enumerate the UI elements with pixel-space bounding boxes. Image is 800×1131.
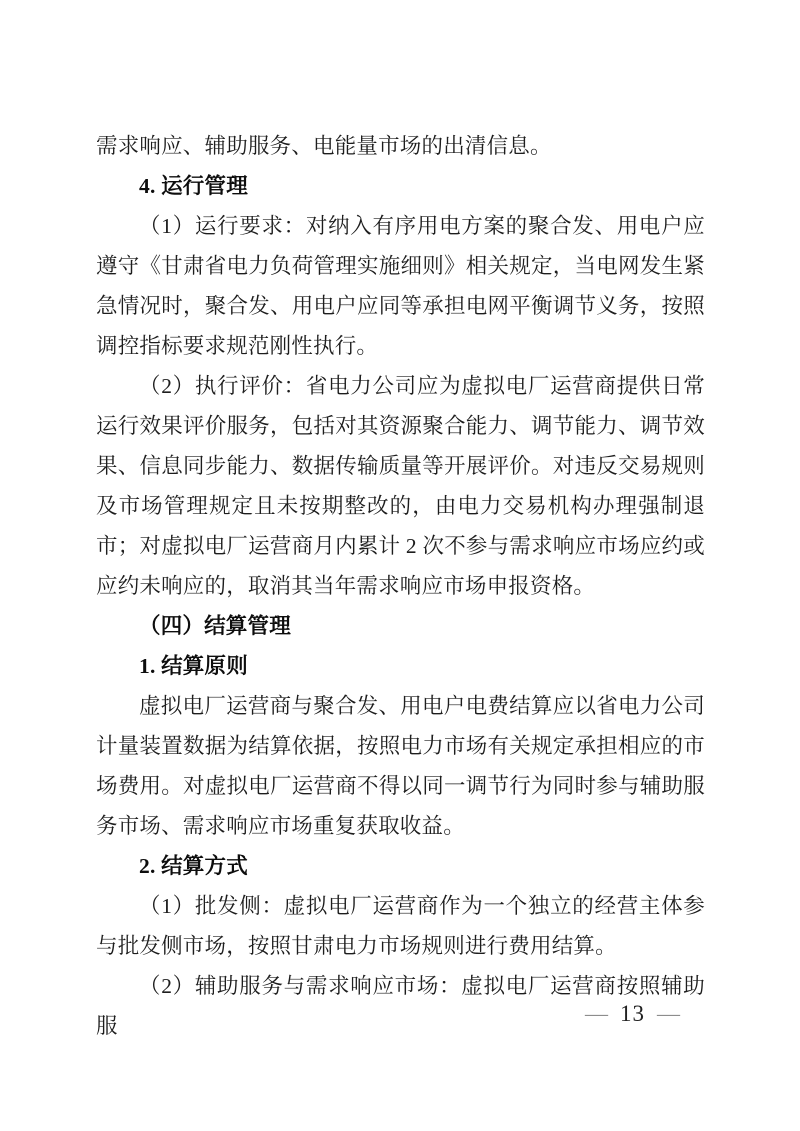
heading-operation-management: 4. 运行管理 [139, 174, 248, 198]
heading-settlement-management: （四）结算管理 [139, 614, 291, 638]
page-number: 13 [620, 1001, 645, 1026]
document-page [96, 126, 705, 1046]
page-footer [585, 1000, 680, 1028]
heading-settlement-method: 2. 结算方式 [139, 854, 248, 878]
paragraph-continuation-market-clearing-info: 需求响应、辅助服务、电能量市场的出清信息。 [96, 134, 552, 158]
paragraph-wholesale-side-settlement: （1）批发侧：虚拟电厂运营商作为一个独立的经营主体参与批发侧市场，按照甘肃电力市场规则进行费用结算。 [96, 894, 705, 958]
page-number-dash-right: — [657, 1001, 680, 1026]
heading-settlement-principle: 1. 结算原则 [139, 654, 248, 678]
paragraph-ancillary-service-demand-response: （2）辅助服务与需求响应市场：虚拟电厂运营商按照辅助服 [96, 974, 705, 1038]
paragraph-execution-evaluation: （2）执行评价：省电力公司应为虚拟电厂运营商提供日常运行效果评价服务，包括对其资源聚合能力、调节能力、调节效果、信息同步能力、数据传输质量等开展评价。对违反交易规则及市场管理规定且未按期整改的，由电力交易机构办理强制退市；对虚拟电厂运营商月内累计 2 次不参与需求响应市场应约或应约未响应的，取消其当年需求响应市场申报资格。 [96, 374, 705, 598]
paragraph-operation-requirements: （1）运行要求：对纳入有序用电方案的聚合发、用电户应遵守《甘肃省电力负荷管理实施细则》相关规定，当电网发生紧急情况时，聚合发、用电户应同等承担电网平衡调节义务，按照调控指标要求规范刚性执行。 [96, 214, 705, 358]
paragraph-settlement-principle: 虚拟电厂运营商与聚合发、用电户电费结算应以省电力公司计量装置数据为结算依据，按照电力市场有关规定承担相应的市场费用。对虚拟电厂运营商不得以同一调节行为同时参与辅助服务市场、需求响应市场重复获取收益。 [96, 694, 705, 838]
page-number-dash-left: — [585, 1001, 608, 1026]
